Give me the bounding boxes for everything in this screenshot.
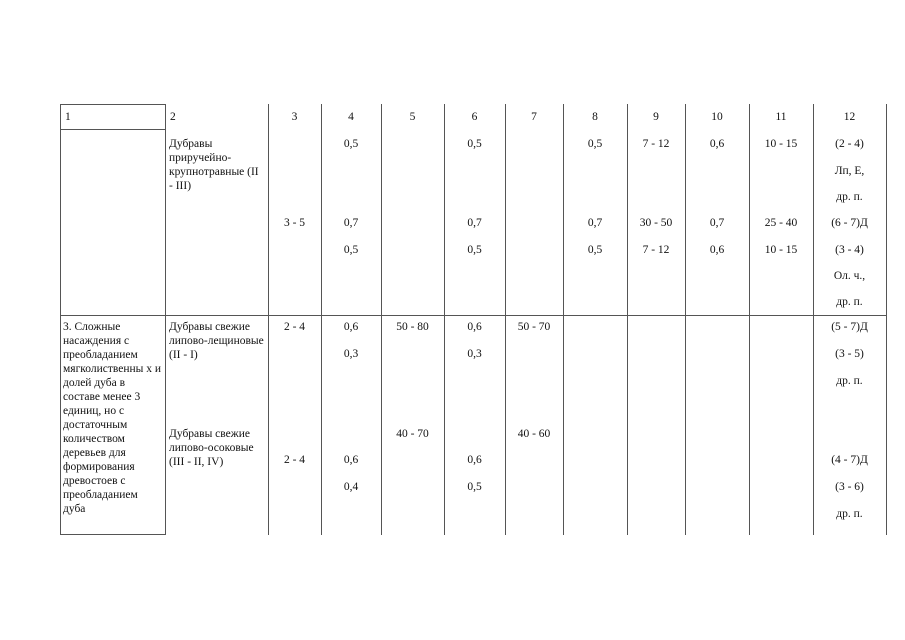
cell-value: 0,7 xyxy=(343,217,359,229)
column-header-11: 11 xyxy=(775,111,787,123)
column-border-8 xyxy=(563,104,564,535)
column-header-10: 10 xyxy=(711,111,723,123)
cell-value: 0,7 xyxy=(467,217,482,229)
column-header-3: 3 xyxy=(291,111,298,123)
column-border-1 xyxy=(60,104,61,535)
cell-value: 0,5 xyxy=(467,244,482,256)
table-bottom-border xyxy=(60,534,165,535)
cell-value: 2 - 4 xyxy=(283,454,306,466)
cell-value: 0,6 xyxy=(709,138,725,150)
column-header-12: 12 xyxy=(843,111,856,123)
cell-value: 10 - 15 xyxy=(764,244,798,256)
cell-value: 0,6 xyxy=(467,454,482,466)
column-header-5: 5 xyxy=(409,111,416,123)
cell-value: др. п. xyxy=(836,296,863,308)
cell-value: 0,5 xyxy=(587,244,603,256)
cell-value: 40 - 70 xyxy=(396,428,429,440)
column-header-6: 6 xyxy=(471,111,478,123)
column-header-8: 8 xyxy=(592,111,598,123)
cell-value: 10 - 15 xyxy=(764,138,798,150)
cell-value: др. п. xyxy=(836,375,863,387)
cell-value: 50 - 70 xyxy=(517,321,551,333)
cell-value: 7 - 12 xyxy=(642,138,670,150)
cell-value: 0,4 xyxy=(343,481,359,493)
cell-value: 0,3 xyxy=(467,348,482,360)
cell-value: 0,6 xyxy=(467,321,482,333)
cell-value: 0,5 xyxy=(467,481,482,493)
cell-value: 0,5 xyxy=(467,138,482,150)
forest-type-linden-sedge: Дубравы свежие липово-осоковые (III - II, IV) xyxy=(169,428,254,468)
cell-value: (6 - 7)Д xyxy=(831,217,868,229)
column-header-2: 2 xyxy=(170,111,176,123)
cell-value: 0,6 xyxy=(343,321,359,333)
cell-value: Ол. ч., xyxy=(833,270,866,282)
cell-value: 30 - 50 xyxy=(639,217,673,229)
cell-value: (3 - 5) xyxy=(835,348,864,360)
cell-value: 25 - 40 xyxy=(764,217,798,229)
cell-value: (3 - 4) xyxy=(835,244,864,256)
cell-value: 0,3 xyxy=(343,348,359,360)
column-border-13 xyxy=(886,104,887,535)
column-header-4: 4 xyxy=(348,111,354,123)
column-border-11 xyxy=(749,104,750,535)
cell-value: 50 - 80 xyxy=(396,321,429,333)
cell-value: (2 - 4) xyxy=(835,138,864,150)
cell-value: 2 - 4 xyxy=(283,321,306,333)
row-separator xyxy=(60,315,886,316)
cell-value: 0,7 xyxy=(587,217,603,229)
cell-value: 0,5 xyxy=(343,138,359,150)
cell-value: (5 - 7)Д xyxy=(831,321,868,333)
cell-value: 0,5 xyxy=(343,244,359,256)
header-bottom-border xyxy=(60,129,165,130)
column-border-10 xyxy=(685,104,686,535)
column-border-2 xyxy=(165,104,166,535)
cell-value: 0,7 xyxy=(709,217,725,229)
column-header-9: 9 xyxy=(653,111,659,123)
cell-value: 3 - 5 xyxy=(283,217,306,229)
column-border-9 xyxy=(627,104,628,535)
header-top-border xyxy=(60,104,165,105)
cell-value: др. п. xyxy=(836,191,863,203)
stand-description: 3. Сложные насаждения с преобладанием мягколиственны х и долей дуба в составе менее 3 единиц, но с достаточным количеством деревьев для формирования древостоев с преобладанием дуба xyxy=(63,321,162,515)
column-header-1: 1 xyxy=(65,111,71,123)
forest-type-linden-hazel: Дубравы свежие липово-лещиновые (II - I) xyxy=(169,321,264,361)
cell-value: 0,5 xyxy=(587,138,603,150)
forest-type-riparian: Дубравы приручейно-крупнотравные (II - III) xyxy=(169,138,259,192)
cell-value: 7 - 12 xyxy=(642,244,670,256)
cell-value: 40 - 60 xyxy=(517,428,551,440)
cell-value: 0,6 xyxy=(343,454,359,466)
cell-value: 0,6 xyxy=(709,244,725,256)
cell-value: (4 - 7)Д xyxy=(831,454,868,466)
cell-value: др. п. xyxy=(836,508,863,520)
column-header-7: 7 xyxy=(531,111,537,123)
cell-value: Лп, Е, xyxy=(834,165,865,177)
cell-value: (3 - 6) xyxy=(835,481,864,493)
